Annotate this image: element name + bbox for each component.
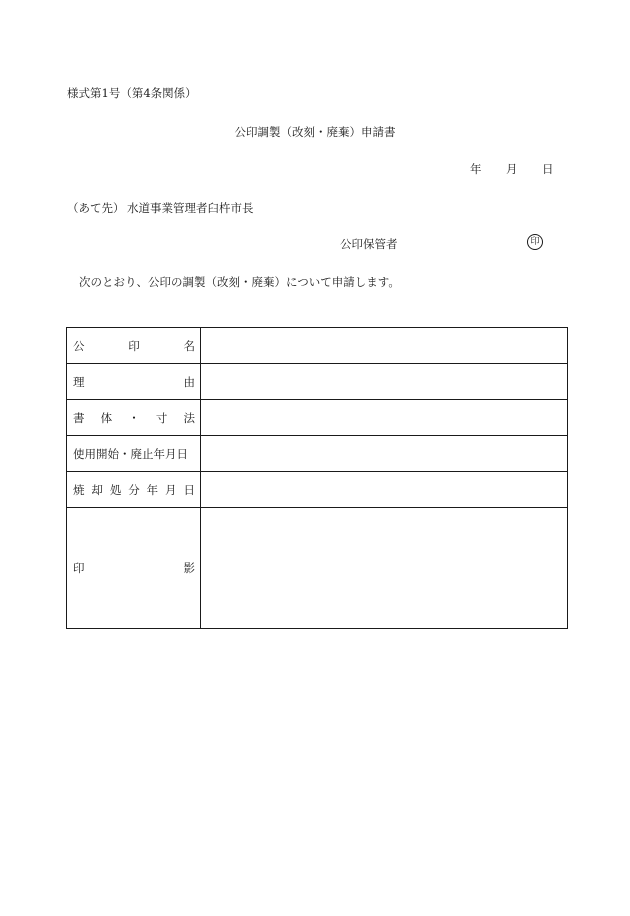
- row-label-disposal-date: [67, 472, 201, 508]
- value-disposal-date[interactable]: [201, 472, 568, 508]
- table-row: [67, 436, 568, 472]
- value-typeface-size[interactable]: [201, 400, 568, 436]
- label-text: 使用開始・廃止年月日: [73, 446, 188, 461]
- row-label-seal-impression: [67, 508, 201, 629]
- label-char: 印: [128, 338, 140, 353]
- table-row: [67, 400, 568, 436]
- date-day-label: 日: [542, 162, 554, 176]
- label-char: 体: [100, 410, 113, 425]
- label-char: 由: [183, 374, 195, 389]
- table-row: [67, 472, 568, 508]
- value-seal-impression[interactable]: [201, 508, 568, 629]
- label-char: 法: [183, 410, 195, 425]
- form-number: 様式第1号（第4条関係）: [67, 86, 197, 100]
- label-char: 処: [109, 482, 122, 497]
- intro-text: 次のとおり、公印の調製（改刻・廃棄）について申請します。: [79, 275, 400, 289]
- addressee-name: 水道事業管理者臼杵市長: [127, 201, 254, 215]
- table-row: [67, 508, 568, 629]
- date-month-label: 月: [506, 162, 518, 176]
- table-row: [67, 328, 568, 364]
- row-label-typeface-size: [67, 400, 201, 436]
- label-char: 印: [73, 561, 85, 575]
- seal-mark: 印: [527, 234, 543, 250]
- label-char: 理: [73, 374, 85, 389]
- label-char: 却: [91, 482, 103, 497]
- value-reason[interactable]: [201, 364, 568, 400]
- row-label-seal-name: [67, 328, 201, 364]
- label-char: 分: [128, 482, 140, 497]
- label-char: 日: [183, 482, 195, 497]
- label-char: ・: [128, 410, 140, 425]
- value-seal-name[interactable]: [201, 328, 568, 364]
- label-char: 影: [183, 561, 195, 575]
- date-year-label: 年: [470, 162, 482, 176]
- row-label-reason: [67, 364, 201, 400]
- document-title: 公印調製（改刻・廃棄）申請書: [234, 125, 396, 139]
- addressee-label: （あて先）: [67, 201, 125, 215]
- label-char: 書: [73, 410, 85, 425]
- application-table: [66, 327, 568, 629]
- date-line: [470, 161, 554, 177]
- label-char: 寸: [155, 410, 168, 425]
- label-char: 名: [183, 338, 195, 353]
- row-label-start-end-date: [67, 436, 201, 472]
- label-char: 月: [165, 482, 177, 497]
- label-char: 年: [146, 482, 159, 497]
- applicant-label: 公印保管者: [340, 237, 398, 251]
- value-start-end-date[interactable]: [201, 436, 568, 472]
- table-row: [67, 364, 568, 400]
- label-char: 公: [73, 338, 85, 353]
- label-char: 焼: [73, 482, 85, 497]
- addressee: [67, 200, 254, 216]
